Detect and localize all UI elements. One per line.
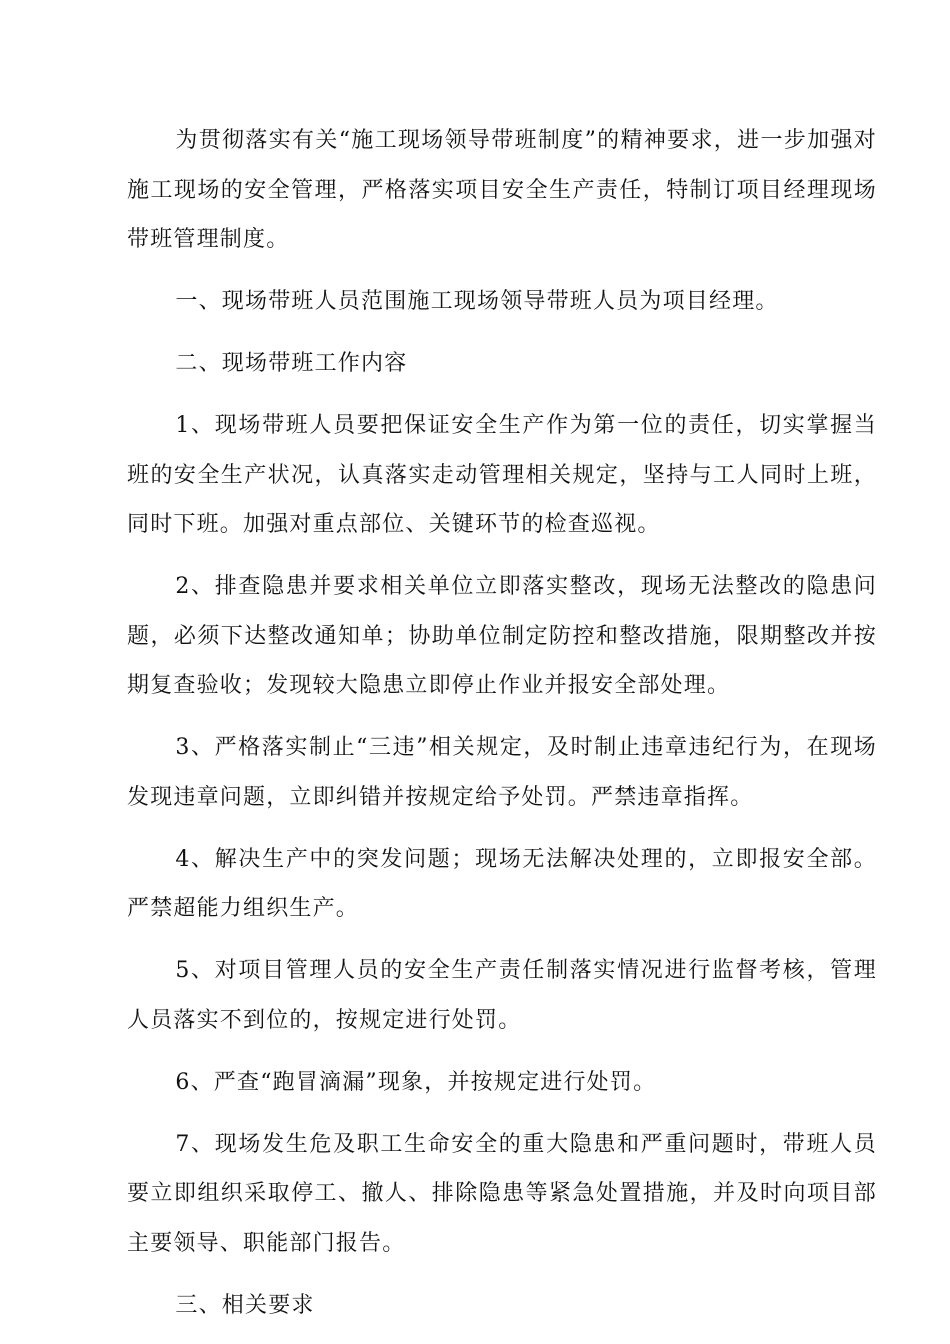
item-5-paragraph: 5、对项目管理人员的安全生产责任制落实情况进行监督考核，管理人员落实不到位的，按规定进行处罚。 — [127, 958, 877, 1033]
section-2-heading: 二、现场带班工作内容 — [175, 351, 408, 376]
document-body — [127, 116, 877, 1343]
section-1-heading: 一、现场带班人员范围施工现场领导带班人员为项目经理。 — [175, 289, 779, 314]
item-6-paragraph: 6、严查“跑冒滴漏”现象，并按规定进行处罚。 — [175, 1069, 657, 1095]
item-3-paragraph: 3、严格落实制止“三违”相关规定，及时制止违章违纪行为，在现场发现违章问题，立即纠错并按规定给予处罚。严禁违章指挥。 — [127, 735, 877, 810]
item-4-paragraph: 4、解决生产中的突发问题；现场无法解决处理的，立即报安全部。严禁超能力组织生产。 — [127, 846, 877, 921]
item-2-paragraph: 2、排查隐患并要求相关单位立即落实整改，现场无法整改的隐患问题，必须下达整改通知单；协助单位制定防控和整改措施，限期整改并按期复查验收；发现较大隐患立即停止作业并报安全部处理。 — [127, 574, 877, 698]
item-1-paragraph: 1、现场带班人员要把保证安全生产作为第一位的责任，切实掌握当班的安全生产状况，认真落实走动管理相关规定，坚持与工人同时上班，同时下班。加强对重点部位、关键环节的检查巡视。 — [127, 413, 877, 537]
item-7-paragraph: 7、现场发生危及职工生命安全的重大隐患和严重问题时，带班人员要立即组织采取停工、撤人、排除隐患等紧急处置措施，并及时向项目部主要领导、职能部门报告。 — [127, 1131, 877, 1256]
section-3-heading: 三、相关要求 — [175, 1292, 315, 1318]
intro-paragraph: 为贯彻落实有关“施工现场领导带班制度”的精神要求，进一步加强对施工现场的安全管理，严格落实项目安全生产责任，特制订项目经理现场带班管理制度。 — [127, 128, 877, 252]
